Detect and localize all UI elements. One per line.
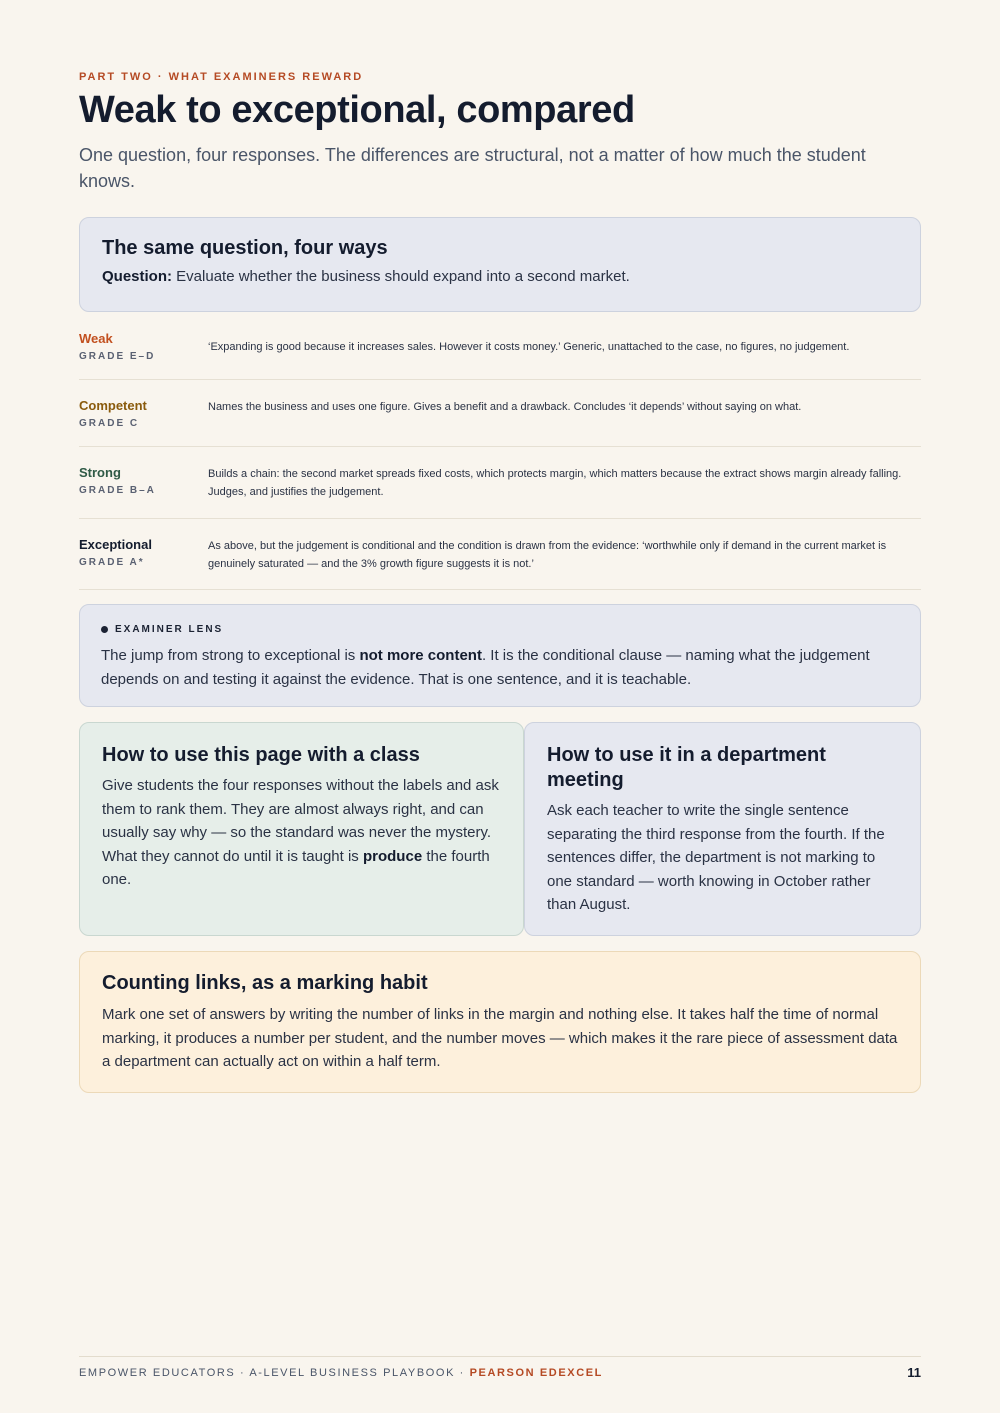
department-use-card bbox=[524, 722, 921, 936]
grade-description: Builds a chain: the second market spreads fixed costs, which protects margin, which matters because the extract shows margin already falling. Judges, and justifies the judgement. bbox=[208, 468, 902, 498]
lens-text-emphasis: not more content bbox=[359, 647, 482, 664]
department-use-text: Ask each teacher to write the single sentence separating the third response from the fourth. If the sentences differ, the department is not marking to one standard — worth knowing in October rather than August. bbox=[547, 802, 885, 914]
grade-row-exceptional bbox=[79, 519, 921, 590]
grade-name: Exceptional bbox=[79, 537, 152, 552]
grade-label bbox=[79, 398, 208, 446]
page-subtitle: One question, four responses. The differences are structural, not a matter of how much the student knows. bbox=[79, 145, 866, 191]
page-title: Weak to exceptional, compared bbox=[79, 89, 635, 131]
lens-text-end: . It is the conditional clause — naming what the judgement depends on and testing it against the evidence. That is one sentence, and it is teachable. bbox=[101, 647, 870, 688]
class-text-end: the fourth one. bbox=[102, 847, 490, 889]
grade-row-strong bbox=[79, 447, 921, 519]
marking-habit-heading: Counting links, as a marking habit bbox=[102, 972, 428, 994]
question-box bbox=[79, 217, 921, 312]
section-kicker: PART TWO · WHAT EXAMINERS REWARD bbox=[79, 71, 364, 83]
question-box-heading: The same question, four ways bbox=[102, 237, 388, 259]
lens-text-start: The jump from strong to exceptional is bbox=[101, 647, 360, 664]
grade-band: GRADE A* bbox=[79, 557, 145, 568]
grade-band: GRADE E–D bbox=[79, 351, 156, 362]
grade-label bbox=[79, 537, 208, 589]
examiner-lens-callout bbox=[79, 604, 921, 707]
examiner-lens-tag bbox=[101, 624, 899, 635]
grade-name: Strong bbox=[79, 465, 121, 480]
grade-comparison-list bbox=[79, 331, 921, 590]
grade-label bbox=[79, 331, 208, 379]
page-number: 11 bbox=[907, 1365, 921, 1380]
marking-habit-text: Mark one set of answers by writing the number of links in the margin and nothing else. It takes half the time of normal marking, it produces a number per student, and the number moves — which makes it the rare piece of assessment data a department can actually act on within a half term. bbox=[102, 1006, 898, 1070]
department-use-heading: How to use it in a department meeting bbox=[547, 744, 826, 791]
grade-row-weak bbox=[79, 331, 921, 380]
footer-series: EMPOWER EDUCATORS · A-LEVEL BUSINESS PLAYBOOK · bbox=[79, 1367, 470, 1379]
grade-band: GRADE C bbox=[79, 418, 140, 429]
grade-label bbox=[79, 465, 208, 518]
footer-divider bbox=[79, 1356, 921, 1357]
examiner-lens-label: EXAMINER LENS bbox=[115, 624, 224, 635]
question-body: Evaluate whether the business should expand into a second market. bbox=[172, 268, 630, 285]
class-use-text bbox=[102, 774, 501, 892]
class-use-card bbox=[79, 722, 524, 936]
marking-habit-card bbox=[79, 951, 921, 1093]
class-text-start: Give students the four responses without the labels and ask them to rank them. They are almost always right, and can usually say why — so the standard was never the mystery. What they cannot do until it is taught is bbox=[102, 777, 499, 865]
grade-description: Names the business and uses one figure. Gives a benefit and a drawback. Concludes ‘it depends’ without saying on what. bbox=[208, 401, 802, 413]
question-label: Question: bbox=[102, 268, 172, 285]
grade-description: ‘Expanding is good because it increases sales. However it costs money.’ Generic, unattached to the case, no figures, no judgement. bbox=[208, 341, 850, 353]
question-text bbox=[102, 268, 898, 285]
grade-name: Competent bbox=[79, 398, 147, 413]
grade-description: As above, but the judgement is conditional and the condition is drawn from the evidence: ‘worthwhile only if demand in the current market is genuinely saturated — and the 3% growth figure suggests it is not.’ bbox=[208, 540, 887, 570]
class-use-heading: How to use this page with a class bbox=[102, 744, 420, 766]
class-text-emphasis: produce bbox=[362, 847, 423, 865]
grade-band: GRADE B–A bbox=[79, 485, 156, 496]
examiner-lens-text bbox=[101, 644, 899, 691]
grade-row-competent bbox=[79, 380, 921, 447]
footer-running-title bbox=[79, 1367, 603, 1379]
bullet-dot-icon bbox=[101, 626, 108, 633]
footer-brand: PEARSON EDEXCEL bbox=[469, 1367, 604, 1379]
grade-name: Weak bbox=[79, 331, 113, 346]
